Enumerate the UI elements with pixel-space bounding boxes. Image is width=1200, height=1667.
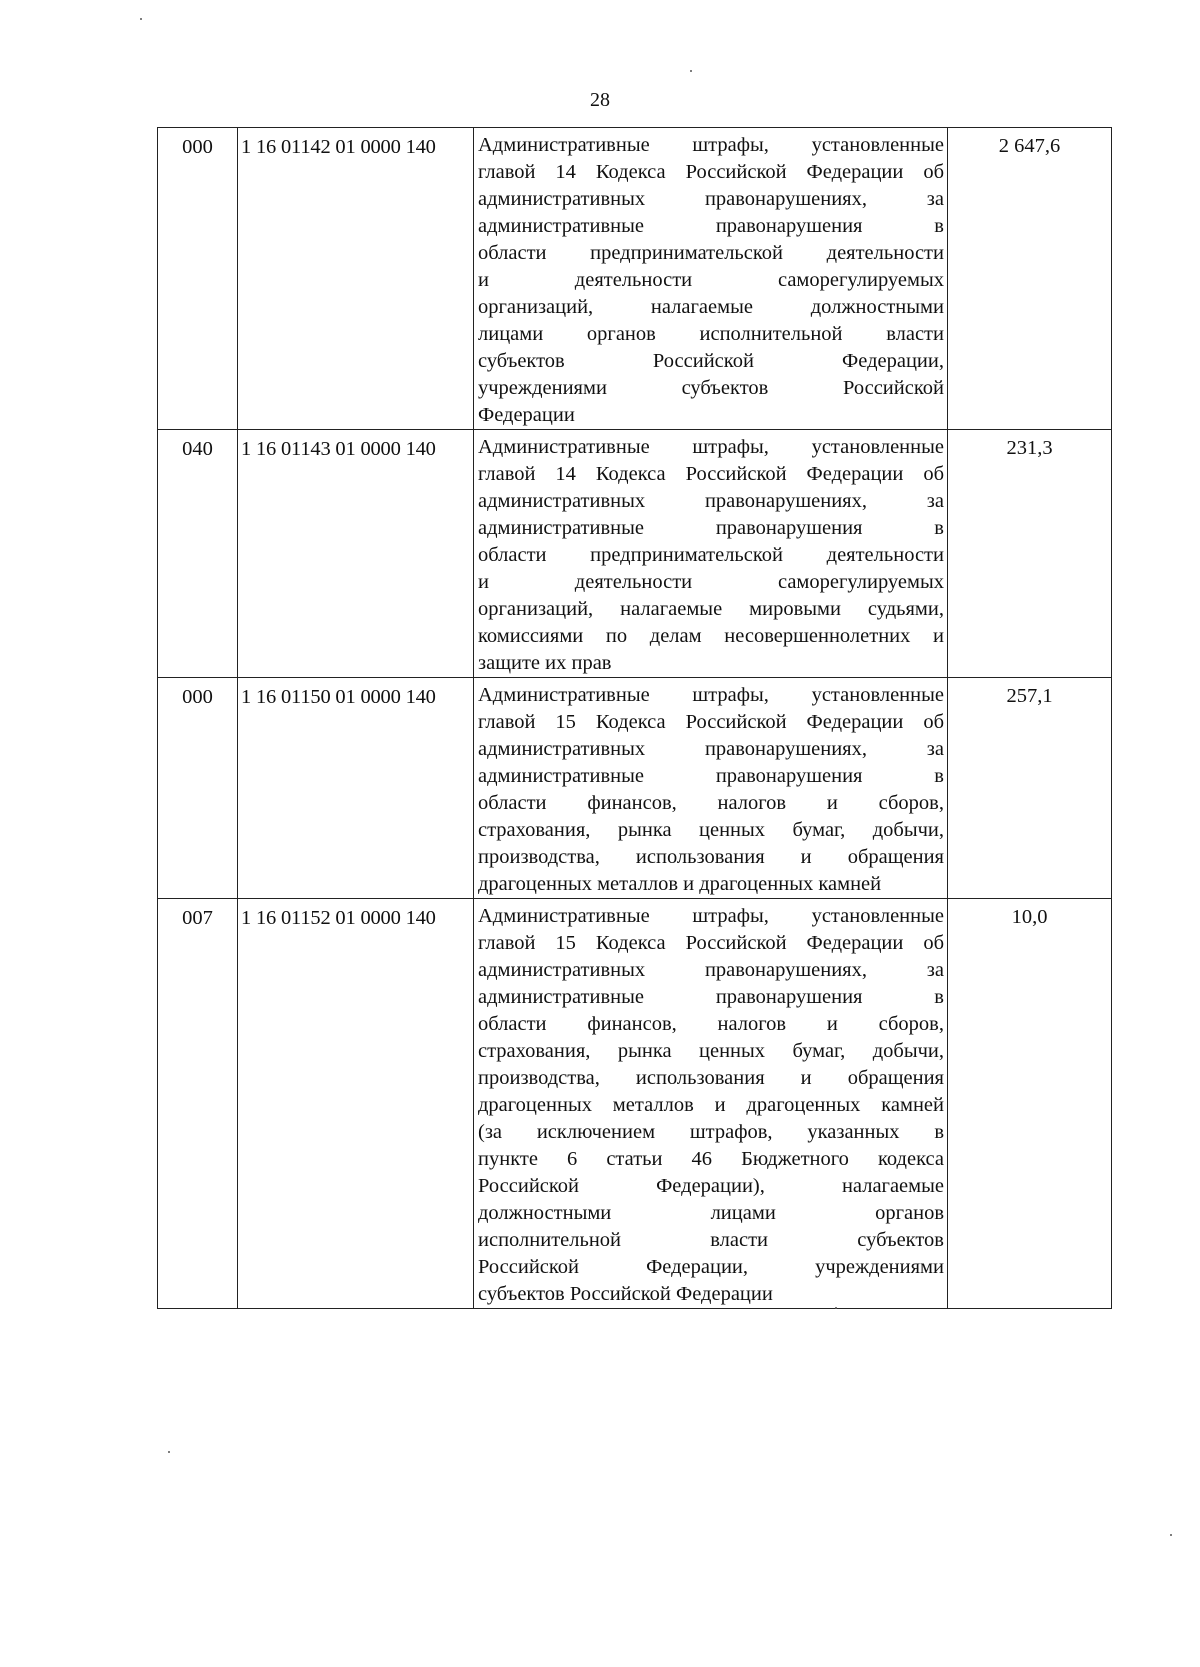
revenue-name-line: пункте 6 статьи 46 Бюджетного кодекса [478, 1148, 944, 1170]
table-row [158, 899, 1112, 1309]
revenue-table [157, 127, 1112, 1309]
revenue-name-line: главой 15 Кодекса Российской Федерации об [478, 711, 944, 733]
revenue-name-line: административные правонарушения в [478, 517, 944, 539]
revenue-name-line: (за исключением штрафов, указанных в [478, 1121, 944, 1143]
revenue-name-line: главой 14 Кодекса Российской Федерации об [478, 463, 944, 485]
revenue-name-line: драгоценных металлов и драгоценных камней [478, 1094, 944, 1116]
revenue-name-cell [474, 678, 948, 899]
revenue-name-cell [474, 430, 948, 678]
revenue-name-line: организаций, налагаемые мировыми судьями, [478, 598, 944, 620]
revenue-table-body [158, 128, 1112, 1309]
revenue-name-line: административных правонарушениях, за [478, 490, 944, 512]
amount-cell: 10,0 [948, 899, 1112, 1309]
scan-speck [168, 1451, 170, 1453]
amount-cell: 231,3 [948, 430, 1112, 678]
scan-speck [835, 1307, 837, 1309]
revenue-name-line: Административные штрафы, установленные [478, 436, 944, 458]
budget-classification-code-cell: 1 16 01142 01 0000 140 [238, 128, 474, 430]
admin-code-cell: 007 [158, 899, 238, 1309]
revenue-name-line: производства, использования и обращения [478, 846, 944, 868]
revenue-name-line: и деятельности саморегулируемых [478, 571, 944, 593]
scan-speck [140, 18, 142, 20]
revenue-name-line: учреждениями субъектов Российской [478, 377, 944, 399]
revenue-name-line: Российской Федерации, учреждениями [478, 1256, 944, 1278]
revenue-name-line: области финансов, налогов и сборов, [478, 792, 944, 814]
revenue-name-line: субъектов Российской Федерации, [478, 350, 944, 372]
revenue-name-line: административные правонарушения в [478, 986, 944, 1008]
revenue-name-line: производства, использования и обращения [478, 1067, 944, 1089]
revenue-name-line: административные правонарушения в [478, 215, 944, 237]
revenue-name-line: области предпринимательской деятельности [478, 544, 944, 566]
revenue-name-line: административных правонарушениях, за [478, 738, 944, 760]
revenue-name-line: Административные штрафы, установленные [478, 684, 944, 706]
table-row [158, 678, 1112, 899]
revenue-name-line: административных правонарушениях, за [478, 188, 944, 210]
revenue-name-line: главой 15 Кодекса Российской Федерации об [478, 932, 944, 954]
revenue-name-line: должностными лицами органов [478, 1202, 944, 1224]
revenue-name-line: лицами органов исполнительной власти [478, 323, 944, 345]
revenue-name-line: Административные штрафы, установленные [478, 905, 944, 927]
revenue-name-line: административных правонарушениях, за [478, 959, 944, 981]
budget-classification-code-cell: 1 16 01150 01 0000 140 [238, 678, 474, 899]
admin-code-cell: 000 [158, 128, 238, 430]
revenue-name-cell [474, 128, 948, 430]
table-row [158, 128, 1112, 430]
revenue-name-line: Федерации [478, 404, 575, 426]
scan-speck [690, 70, 692, 72]
scan-speck [1170, 1534, 1172, 1536]
revenue-name-line: страхования, рынка ценных бумаг, добычи, [478, 1040, 944, 1062]
amount-cell: 2 647,6 [948, 128, 1112, 430]
revenue-name-line: комиссиями по делам несовершеннолетних и [478, 625, 944, 647]
admin-code-cell: 000 [158, 678, 238, 899]
revenue-name-line: исполнительной власти субъектов [478, 1229, 944, 1251]
admin-code-cell: 040 [158, 430, 238, 678]
revenue-name-line: главой 14 Кодекса Российской Федерации об [478, 161, 944, 183]
amount-cell: 257,1 [948, 678, 1112, 899]
revenue-name-line: области финансов, налогов и сборов, [478, 1013, 944, 1035]
revenue-name-line: организаций, налагаемые должностными [478, 296, 944, 318]
page-number: 28 [590, 89, 610, 111]
revenue-name-line: области предпринимательской деятельности [478, 242, 944, 264]
revenue-name-line: драгоценных металлов и драгоценных камней [478, 873, 882, 895]
revenue-name-line: Административные штрафы, установленные [478, 134, 944, 156]
revenue-name-line: административные правонарушения в [478, 765, 944, 787]
table-row [158, 430, 1112, 678]
revenue-name-line: Российской Федерации), налагаемые [478, 1175, 944, 1197]
budget-classification-code-cell: 1 16 01152 01 0000 140 [238, 899, 474, 1309]
revenue-name-line: страхования, рынка ценных бумаг, добычи, [478, 819, 944, 841]
revenue-name-line: и деятельности саморегулируемых [478, 269, 944, 291]
budget-classification-code-cell: 1 16 01143 01 0000 140 [238, 430, 474, 678]
revenue-name-line: защите их прав [478, 652, 612, 674]
revenue-name-cell [474, 899, 948, 1309]
revenue-name-line: субъектов Российской Федерации [478, 1283, 773, 1305]
